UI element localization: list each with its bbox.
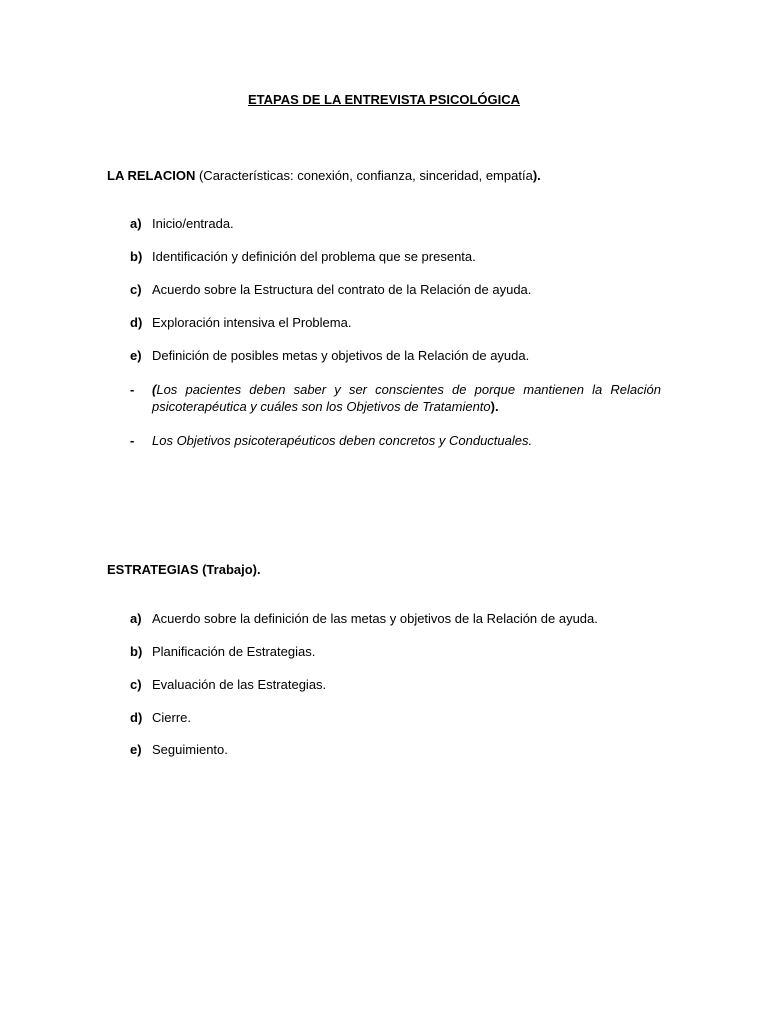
note-dash: - [130, 382, 135, 397]
list-item-text: Seguimiento. [152, 742, 228, 757]
list-item-text: Identificación y definición del problema que se presenta. [152, 249, 476, 264]
section-heading-relacion [107, 168, 541, 184]
list-marker: d) [130, 315, 143, 330]
list-item-text: Planificación de Estrategias. [152, 644, 316, 659]
note-close-paren: ). [490, 399, 499, 414]
section-heading-detail: (Características: conexión, confianza, sinceridad, empatía [195, 168, 533, 183]
list-item-text: Definición de posibles metas y objetivos de la Relación de ayuda. [152, 348, 530, 363]
list-item-text: Acuerdo sobre la Estructura del contrato de la Relación de ayuda. [152, 282, 532, 297]
list-marker: a) [130, 611, 142, 626]
list-item-text: Acuerdo sobre la definición de las metas y objetivos de la Relación de ayuda. [152, 611, 598, 626]
list-marker: b) [130, 249, 143, 264]
section-heading-estrategias: ESTRATEGIAS (Trabajo). [107, 562, 261, 577]
list-marker: c) [130, 677, 142, 692]
list-marker: c) [130, 282, 142, 297]
section-heading-close: ). [532, 168, 541, 183]
note-body: Los pacientes deben saber y ser conscientes de porque mantienen la Relación psicoterapéutica y cuáles son los Objetivos de Tratamiento [152, 382, 661, 414]
list-marker: a) [130, 216, 142, 231]
note-text: Los Objetivos psicoterapéuticos deben concretos y Conductuales. [152, 433, 533, 448]
document-title: ETAPAS DE LA ENTREVISTA PSICOLÓGICA [247, 92, 521, 107]
list-item-text: Cierre. [152, 710, 192, 725]
list-marker: b) [130, 644, 143, 659]
list-marker: e) [130, 348, 142, 363]
list-item-text: Evaluación de las Estrategias. [152, 677, 327, 692]
note-dash: - [130, 433, 135, 448]
list-marker: d) [130, 710, 143, 725]
list-item-text: Inicio/entrada. [152, 216, 234, 231]
section-heading-bold: LA RELACION [107, 168, 196, 183]
list-item-text: Exploración intensiva el Problema. [152, 315, 352, 330]
note-open-paren: ( [152, 382, 157, 397]
note-text [152, 381, 661, 415]
list-marker: e) [130, 742, 142, 757]
